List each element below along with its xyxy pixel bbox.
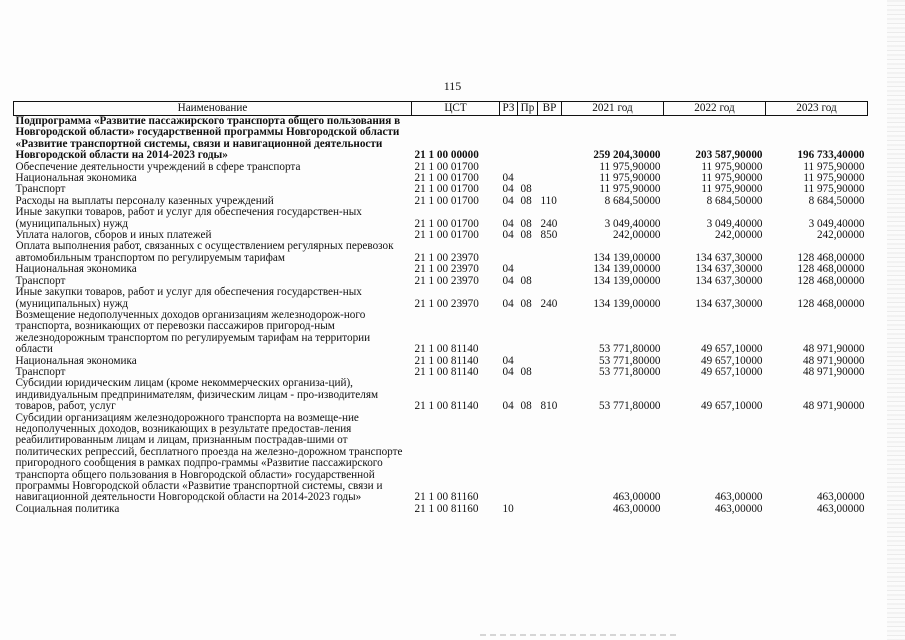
row-vr: 240: [540, 217, 558, 230]
table-row: [14, 310, 868, 356]
row-name: Национальная экономика: [15, 172, 137, 185]
row-name: Подпрограмма «Развитие пассажирского транспорта общего пользования в Новгородской области» государственной программы Новгородской области «Развитие транспортной системы, связи и навигационной деятельности Новгородской области на 2014-2023 годы»: [15, 115, 401, 162]
row-vr: [538, 241, 562, 264]
row-2023: 463,00000: [816, 502, 865, 515]
row-pr: [518, 162, 538, 173]
row-2021: 134 139,00000: [593, 274, 661, 287]
row-name: Оплата выполнения работ, связанных с осуществлением регулярных перевозок автомобильным транспортом по регулируемым тарифам: [15, 240, 394, 264]
row-rz: [500, 241, 518, 264]
row-2021: 134 139,00000: [593, 297, 661, 310]
row-2022: 242,00000: [714, 229, 763, 242]
header-name: Наименование: [14, 102, 412, 116]
row-2023: 128 468,00000: [797, 274, 865, 287]
row-2023: 11 975,90000: [803, 172, 865, 185]
row-2021: 11 975,90000: [599, 160, 661, 173]
row-cst: 21 1 00 01700: [414, 160, 479, 173]
row-2021: 53 771,80000: [598, 343, 661, 356]
row-2023: 463,00000: [816, 491, 865, 504]
row-name: Транспорт: [15, 183, 66, 196]
row-2021: 8 684,50000: [604, 194, 661, 207]
row-name: Транспорт: [15, 365, 66, 378]
header-rz: РЗ: [500, 102, 518, 116]
scan-bottom-artifact: [480, 634, 680, 636]
row-rz: 04: [502, 274, 514, 287]
row-2023: 48 971,90000: [802, 343, 865, 356]
row-cst: 21 1 00 01700: [414, 183, 479, 196]
row-2021: 134 139,00000: [593, 251, 661, 264]
row-vr: [538, 413, 562, 504]
row-pr: 08: [520, 183, 532, 196]
table-row: [14, 207, 868, 230]
row-2021: 53 771,80000: [598, 400, 661, 413]
row-2021: 3 049,40000: [604, 217, 661, 230]
row-vr: [538, 173, 562, 184]
row-name: Расходы на выплаты персоналу казенных учреждений: [15, 194, 274, 207]
row-pr: 08: [520, 217, 532, 230]
row-2022: 11 975,90000: [701, 160, 763, 173]
row-vr: 810: [540, 400, 558, 413]
row-2022: 8 684,50000: [706, 194, 763, 207]
row-rz: 04: [502, 229, 514, 242]
row-vr: [538, 162, 562, 173]
row-name: Возмещение недополученных доходов организациям железнодорож-ного транспорта, возникающих от перевозки пассажиров пригород-ным железнодорожным транспортом по регулируемым тарифам на территории области: [15, 308, 371, 356]
scan-edge-artifact: [887, 0, 905, 640]
row-cst: 21 1 00 81140: [414, 343, 479, 356]
header-vr: ВР: [538, 102, 562, 116]
row-rz: 04: [502, 297, 514, 310]
row-name: Иные закупки товаров, работ и услуг для обеспечения государствен-ных (муниципальных) нужд: [15, 206, 362, 230]
row-vr: [538, 310, 562, 356]
row-2022: 203 587,90000: [695, 149, 763, 162]
row-2021: 259 204,30000: [593, 149, 661, 162]
row-rz: [500, 413, 518, 504]
row-2022: 134 637,30000: [695, 297, 763, 310]
row-pr: [518, 116, 538, 162]
row-pr: 08: [520, 274, 532, 287]
row-name: Уплата налогов, сборов и иных платежей: [15, 229, 212, 242]
row-2023: 8 684,50000: [808, 194, 865, 207]
row-2023: 128 468,00000: [797, 251, 865, 264]
row-2023: 11 975,90000: [803, 183, 865, 196]
row-name: Транспорт: [15, 274, 66, 287]
header-pr: Пр: [518, 102, 538, 116]
row-2023: 48 971,90000: [802, 365, 865, 378]
row-2022: 49 657,10000: [700, 365, 763, 378]
row-pr: 08: [520, 194, 532, 207]
row-pr: [518, 310, 538, 356]
table-row: [14, 413, 868, 504]
row-rz: 10: [502, 502, 514, 515]
row-2023: 11 975,90000: [803, 160, 865, 173]
table-row: [14, 241, 868, 264]
row-name: Национальная экономика: [15, 263, 137, 276]
row-2022: 463,00000: [714, 502, 763, 515]
row-cst: 21 1 00 81140: [414, 365, 479, 378]
row-2022: 134 637,30000: [695, 274, 763, 287]
row-pr: [518, 504, 538, 515]
row-pr: 08: [520, 229, 532, 242]
row-2022: 134 637,30000: [695, 263, 763, 276]
row-2023: 128 468,00000: [797, 263, 865, 276]
header-2022: 2022 год: [664, 102, 766, 116]
row-name: Обеспечение деятельности учреждений в сфере транспорта: [15, 160, 301, 173]
row-2023: 196 733,40000: [797, 149, 865, 162]
table-row: [14, 116, 868, 162]
row-rz: 04: [502, 354, 514, 367]
row-vr: [538, 264, 562, 275]
header-cst: ЦСТ: [412, 102, 500, 116]
row-2023: 48 971,90000: [802, 400, 865, 413]
row-cst: 21 1 00 81160: [414, 491, 479, 504]
row-2023: 3 049,40000: [808, 217, 865, 230]
row-rz: 04: [502, 217, 514, 230]
row-cst: 21 1 00 81140: [414, 400, 479, 413]
row-name: Социальная политика: [15, 502, 120, 515]
row-2023: 128 468,00000: [797, 297, 865, 310]
row-cst: 21 1 00 01700: [414, 229, 479, 242]
row-name: Субсидии организациям железнодорожного транспорта на возмеще-ние недополученных доходов, возникающих в результате предостав-ления реабилитированным лицам и лицам, признанным пострадав-шими от политических репрессий, бесплатного проезда на железно-дорожном транспорте пригородного сообщения в рамках подпро-граммы «Развитие пассажирского транспорта общего пользования в Новгородской области» государственной программы Новгородской области «Развитие транспортной системы, связи и навигационной деятельности Новгородской области на 2014-2023 годы»: [15, 411, 403, 504]
row-name: Иные закупки товаров, работ и услуг для обеспечения государствен-ных (муниципальных) нужд: [15, 286, 362, 310]
row-pr: [518, 241, 538, 264]
row-2022: 3 049,40000: [706, 217, 763, 230]
row-rz: [500, 310, 518, 356]
row-cst: 21 1 00 23970: [414, 251, 479, 264]
row-2022: 49 657,10000: [700, 400, 763, 413]
row-rz: 04: [502, 183, 514, 196]
row-2021: 11 975,90000: [599, 172, 661, 185]
table-row: [14, 287, 868, 310]
row-2021: 11 975,90000: [599, 183, 661, 196]
row-rz: 04: [502, 365, 514, 378]
row-2022: 134 637,30000: [695, 251, 763, 264]
row-2022: 463,00000: [714, 491, 763, 504]
row-cst: 21 1 00 81140: [414, 354, 479, 367]
row-2021: 53 771,80000: [598, 365, 661, 378]
row-pr: 08: [520, 365, 532, 378]
row-2021: 463,00000: [612, 502, 661, 515]
row-cst: 21 1 00 01700: [414, 172, 479, 185]
row-rz: 04: [502, 172, 514, 185]
row-cst: 21 1 00 01700: [414, 217, 479, 230]
row-2021: 134 139,00000: [593, 263, 661, 276]
row-vr: 850: [540, 229, 558, 242]
row-pr: [518, 413, 538, 504]
table-row: [14, 504, 868, 515]
table-body: [14, 116, 868, 516]
row-2023: 242,00000: [816, 229, 865, 242]
row-cst: 21 1 00 23970: [414, 263, 479, 276]
row-vr: [538, 356, 562, 367]
row-2022: 11 975,90000: [701, 172, 763, 185]
row-vr: 240: [540, 297, 558, 310]
row-cst: 21 1 00 01700: [414, 194, 479, 207]
table-row: [14, 378, 868, 412]
row-cst: 21 1 00 00000: [414, 149, 479, 162]
row-2022: 49 657,10000: [700, 343, 763, 356]
row-name: Национальная экономика: [15, 354, 137, 367]
row-vr: [538, 504, 562, 515]
page-number: 115: [443, 79, 462, 93]
row-2021: 53 771,80000: [598, 354, 661, 367]
row-2022: 49 657,10000: [700, 354, 763, 367]
row-pr: [518, 264, 538, 275]
row-cst: 21 1 00 81160: [414, 502, 479, 515]
row-2022: 11 975,90000: [701, 183, 763, 196]
row-2021: 242,00000: [612, 229, 661, 242]
table-header-row: [14, 102, 868, 116]
row-vr: [538, 367, 562, 378]
row-vr: [538, 116, 562, 162]
row-pr: 08: [520, 297, 532, 310]
row-rz: 04: [502, 194, 514, 207]
row-2023: 48 971,90000: [802, 354, 865, 367]
budget-table: [13, 101, 868, 515]
row-vr: 110: [540, 194, 557, 207]
row-rz: [500, 116, 518, 162]
row-vr: [538, 276, 562, 287]
row-pr: 08: [520, 400, 532, 413]
row-cst: 21 1 00 23970: [414, 274, 479, 287]
header-2023: 2023 год: [766, 102, 868, 116]
row-cst: 21 1 00 23970: [414, 297, 479, 310]
row-2021: 463,00000: [612, 491, 661, 504]
table-row: [14, 264, 868, 275]
row-name: Субсидии юридическим лицам (кроме некоммерческих организа-ций), индивидуальным предпринимателям, физическим лицам - про-изводителям товаров, работ, услуг: [15, 377, 379, 413]
header-2021: 2021 год: [562, 102, 664, 116]
row-rz: 04: [502, 400, 514, 413]
row-rz: 04: [502, 263, 514, 276]
